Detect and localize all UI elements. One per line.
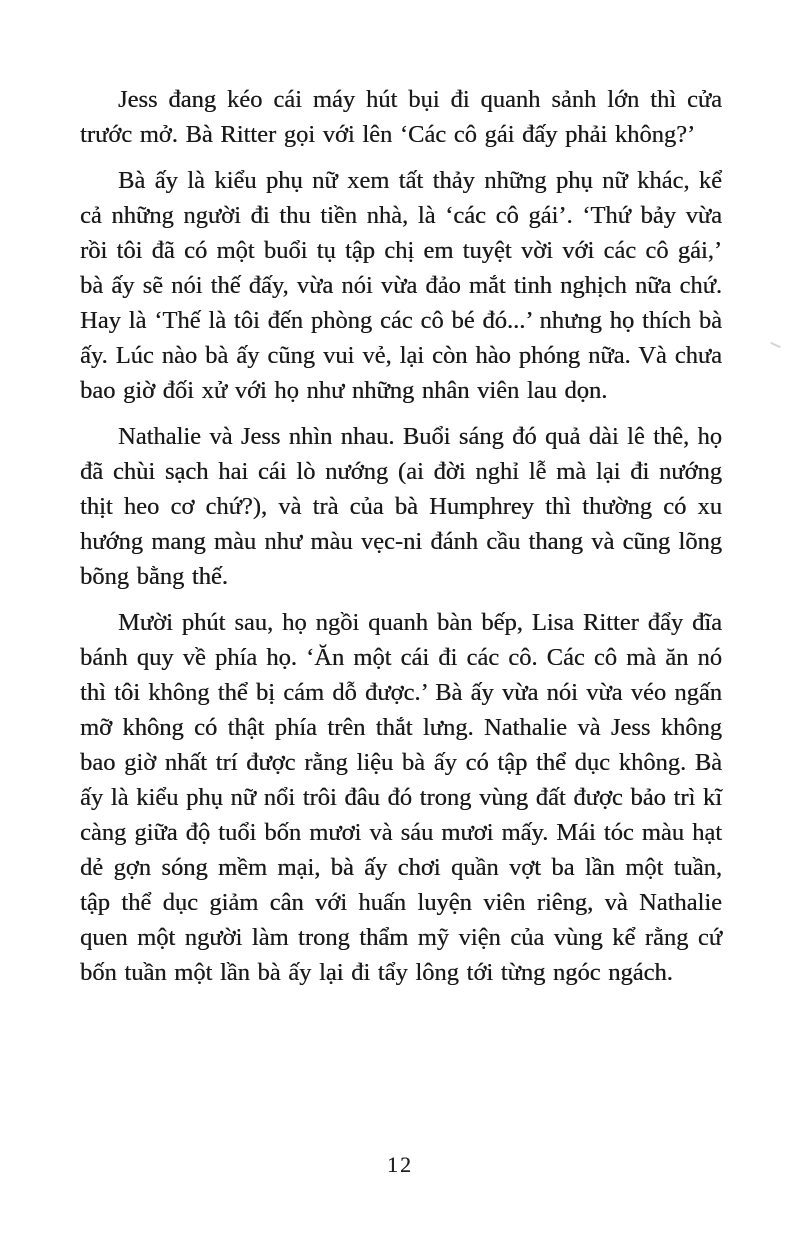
- paragraph-1: Jess đang kéo cái máy hút bụi đi quanh sảnh lớn thì cửa trước mở. Bà Ritter gọi với lên ‘Các cô gái đấy phải không?’: [80, 86, 722, 148]
- scan-artifact: [770, 342, 781, 348]
- paragraph-2: Bà ấy là kiểu phụ nữ xem tất thảy những phụ nữ khác, kể cả những người đi thu tiền nhà, là ‘các cô gái’. ‘Thứ bảy vừa rồi tôi đã có một buổi tụ tập chị em tuyệt vời với các cô gái,’ bà ấy sẽ nói thế đấy, vừa nói vừa đảo mắt tinh nghịch nữa chứ. Hay là ‘Thế là tôi đến phòng các cô bé đó...’ nhưng họ thích bà ấy. Lúc nào bà ấy cũng vui vẻ, lại còn hào phóng nữa. Và chưa bao giờ đối xử với họ như những nhân viên lau dọn.: [80, 167, 722, 404]
- body-text: [80, 82, 722, 1001]
- paragraph-3: Nathalie và Jess nhìn nhau. Buổi sáng đó quả dài lê thê, họ đã chùi sạch hai cái lò nướng (ai đời nghỉ lễ mà lại đi nướng thịt heo cơ chứ?), và trà của bà Humphrey thì thường có xu hướng mang màu như màu vẹc-ni đánh cầu thang và cũng lõng bõng bằng thế.: [80, 423, 722, 590]
- page-number: 12: [387, 1152, 413, 1177]
- paragraph-4: Mười phút sau, họ ngồi quanh bàn bếp, Lisa Ritter đẩy đĩa bánh quy về phía họ. ‘Ăn một cái đi các cô. Các cô mà ăn nó thì tôi không thể bị cám dỗ được.’ Bà ấy vừa nói vừa véo ngấn mỡ không có thật phía trên thắt lưng. Nathalie và Jess không bao giờ nhất trí được rằng liệu bà ấy có tập thể dục không. Bà ấy là kiểu phụ nữ nổi trôi đâu đó trong vùng đất được bảo trì kĩ càng giữa độ tuổi bốn mươi và sáu mươi mấy. Mái tóc màu hạt dẻ gợn sóng mềm mại, bà ấy chơi quần vợt ba lần một tuần, tập thể dục giảm cân với huấn luyện viên riêng, và Nathalie quen một người làm trong thẩm mỹ viện của vùng kể rằng cứ bốn tuần một lần bà ấy lại đi tẩy lông tới từng ngóc ngách.: [80, 609, 722, 986]
